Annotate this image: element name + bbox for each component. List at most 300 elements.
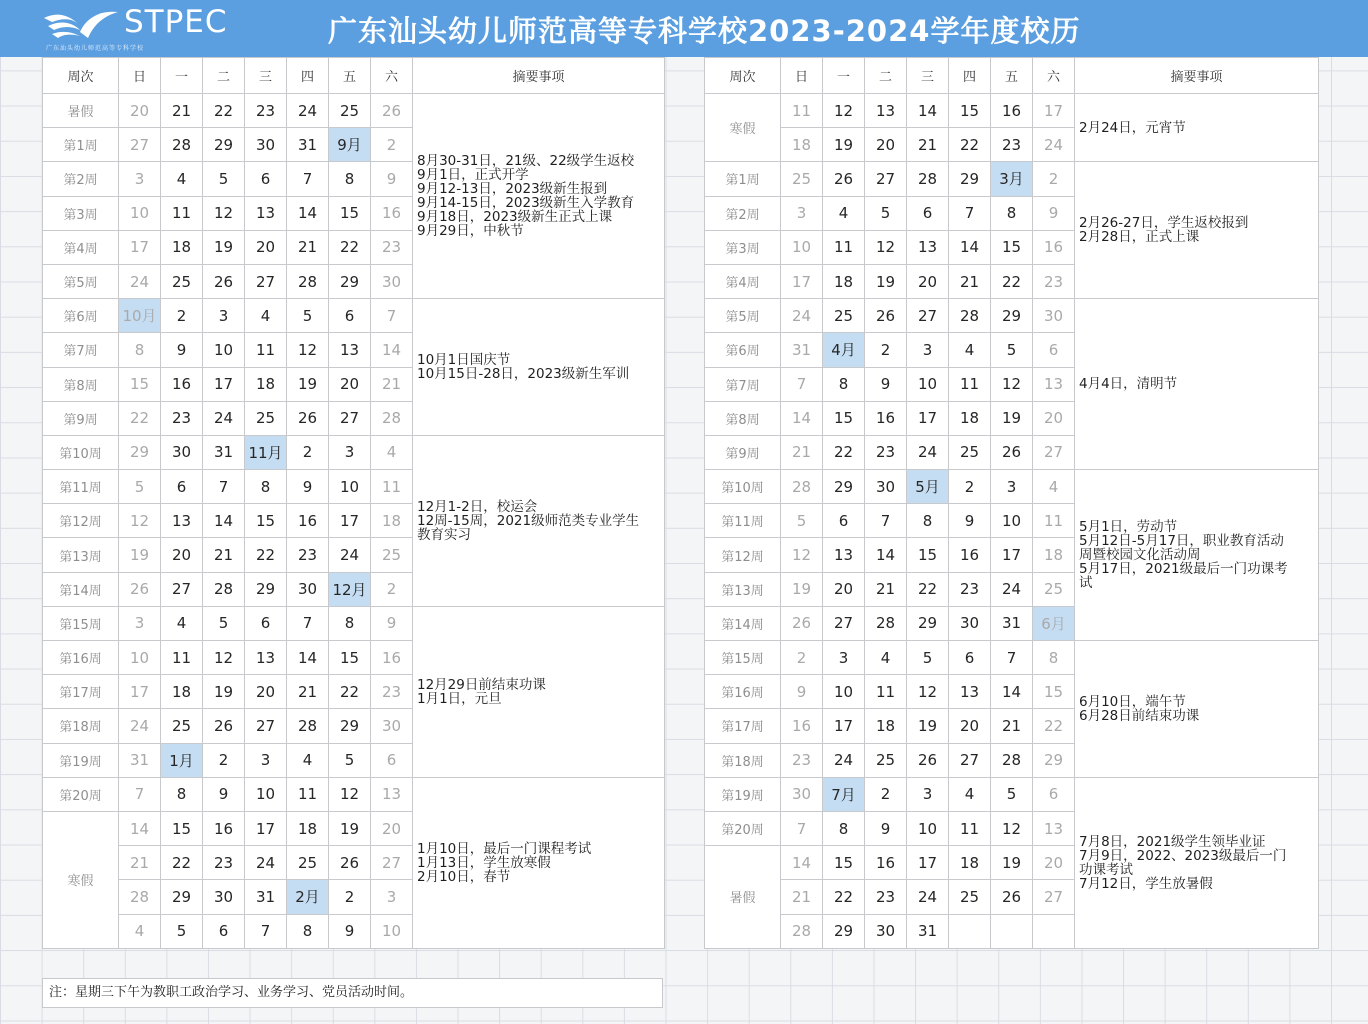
week-label: 第5周 bbox=[705, 299, 781, 333]
day-cell: 5 bbox=[119, 470, 161, 504]
day-cell: 20 bbox=[865, 128, 907, 162]
week-label: 第6周 bbox=[43, 299, 119, 333]
day-cell: 31 bbox=[287, 128, 329, 162]
day-cell: 30 bbox=[245, 128, 287, 162]
day-cell: 30 bbox=[161, 435, 203, 469]
column-header: 四 bbox=[287, 58, 329, 94]
week-label: 第6周 bbox=[705, 333, 781, 367]
day-cell: 24 bbox=[907, 435, 949, 469]
day-cell: 29 bbox=[161, 880, 203, 914]
day-cell: 4 bbox=[823, 196, 865, 230]
day-cell: 24 bbox=[329, 538, 371, 572]
day-cell: 16 bbox=[371, 641, 413, 675]
day-cell: 27 bbox=[329, 401, 371, 435]
day-cell: 14 bbox=[865, 538, 907, 572]
day-cell: 26 bbox=[907, 743, 949, 777]
day-cell: 11 bbox=[781, 94, 823, 128]
event-line: 教育实习 bbox=[417, 526, 471, 543]
day-cell: 22 bbox=[907, 572, 949, 606]
day-cell: 18 bbox=[949, 846, 991, 880]
day-cell: 2 bbox=[781, 641, 823, 675]
day-cell: 2 bbox=[329, 880, 371, 914]
day-cell: 9 bbox=[865, 367, 907, 401]
day-cell: 13 bbox=[865, 94, 907, 128]
week-label: 寒假 bbox=[705, 94, 781, 162]
day-cell: 3 bbox=[245, 743, 287, 777]
day-cell: 31 bbox=[991, 606, 1033, 640]
day-cell: 23 bbox=[287, 538, 329, 572]
day-cell: 12 bbox=[781, 538, 823, 572]
day-cell: 12 bbox=[203, 196, 245, 230]
day-cell: 20 bbox=[371, 811, 413, 845]
column-header: 日 bbox=[119, 58, 161, 94]
day-cell: 6 bbox=[161, 470, 203, 504]
day-cell: 28 bbox=[991, 743, 1033, 777]
week-label: 第19周 bbox=[43, 743, 119, 777]
column-header: 一 bbox=[161, 58, 203, 94]
day-cell: 18 bbox=[371, 504, 413, 538]
day-cell: 24 bbox=[287, 94, 329, 128]
day-cell: 9 bbox=[287, 470, 329, 504]
day-cell: 8 bbox=[287, 914, 329, 948]
week-label: 第12周 bbox=[705, 538, 781, 572]
day-cell: 7 bbox=[991, 641, 1033, 675]
day-cell: 26 bbox=[991, 880, 1033, 914]
day-cell: 10 bbox=[907, 367, 949, 401]
column-header: 一 bbox=[823, 58, 865, 94]
day-cell: 14 bbox=[949, 230, 991, 264]
day-cell: 7 bbox=[287, 162, 329, 196]
event-line: 10月15日-28日，2023级新生军训 bbox=[417, 366, 630, 382]
event-line: 5月17日，2021级最后一门功课考 bbox=[1079, 561, 1288, 578]
day-cell: 29 bbox=[949, 162, 991, 196]
day-cell: 5 bbox=[781, 504, 823, 538]
week-row bbox=[705, 777, 1319, 811]
week-label: 第17周 bbox=[43, 675, 119, 709]
event-line: 9月18日，2023级新生正式上课 bbox=[417, 209, 613, 226]
day-cell: 7 bbox=[203, 470, 245, 504]
day-cell: 4 bbox=[119, 914, 161, 948]
day-cell: 17 bbox=[781, 264, 823, 298]
week-label: 第15周 bbox=[43, 606, 119, 640]
day-cell: 19 bbox=[329, 811, 371, 845]
day-cell: 17 bbox=[907, 401, 949, 435]
day-cell: 5 bbox=[907, 641, 949, 675]
day-cell: 27 bbox=[245, 709, 287, 743]
day-cell: 5 bbox=[203, 162, 245, 196]
day-cell: 30 bbox=[781, 777, 823, 811]
day-cell: 19 bbox=[823, 128, 865, 162]
day-cell: 19 bbox=[865, 264, 907, 298]
day-cell: 29 bbox=[823, 914, 865, 948]
event-line: 5月1日，劳动节 bbox=[1079, 519, 1178, 536]
day-cell: 4 bbox=[161, 162, 203, 196]
day-cell: 4 bbox=[865, 641, 907, 675]
day-cell: 22 bbox=[329, 230, 371, 264]
day-cell: 10 bbox=[119, 641, 161, 675]
day-cell: 29 bbox=[1033, 743, 1075, 777]
day-cell: 12 bbox=[203, 641, 245, 675]
day-cell: 6 bbox=[245, 606, 287, 640]
day-cell: 15 bbox=[907, 538, 949, 572]
day-cell: 5 bbox=[287, 299, 329, 333]
column-header: 周次 bbox=[705, 58, 781, 94]
day-cell: 28 bbox=[287, 709, 329, 743]
day-cell: 3 bbox=[823, 641, 865, 675]
day-cell: 18 bbox=[287, 811, 329, 845]
day-cell: 11 bbox=[949, 367, 991, 401]
event-line: 6月28日前结束功课 bbox=[1079, 707, 1200, 724]
day-cell: 21 bbox=[865, 572, 907, 606]
day-cell: 17 bbox=[203, 367, 245, 401]
week-row bbox=[705, 470, 1319, 504]
day-cell: 28 bbox=[781, 914, 823, 948]
day-cell: 11 bbox=[161, 641, 203, 675]
day-cell: 13 bbox=[823, 538, 865, 572]
day-cell: 20 bbox=[1033, 401, 1075, 435]
day-cell: 29 bbox=[119, 435, 161, 469]
week-row bbox=[705, 299, 1319, 333]
week-label: 第4周 bbox=[43, 230, 119, 264]
day-cell: 17 bbox=[907, 846, 949, 880]
event-notes bbox=[1075, 641, 1319, 778]
day-cell: 22 bbox=[949, 128, 991, 162]
column-header: 六 bbox=[1033, 58, 1075, 94]
day-cell: 26 bbox=[119, 572, 161, 606]
day-cell: 30 bbox=[287, 572, 329, 606]
week-label: 第13周 bbox=[43, 538, 119, 572]
week-label: 第15周 bbox=[705, 641, 781, 675]
day-cell: 22 bbox=[245, 538, 287, 572]
week-label: 暑假 bbox=[43, 94, 119, 128]
day-cell: 25 bbox=[287, 846, 329, 880]
day-cell: 5 bbox=[203, 606, 245, 640]
week-label: 第2周 bbox=[705, 196, 781, 230]
week-row bbox=[43, 606, 665, 640]
week-label: 第2周 bbox=[43, 162, 119, 196]
day-cell: 13 bbox=[329, 333, 371, 367]
day-cell: 19 bbox=[991, 401, 1033, 435]
event-line: 1月10日，最后一门课程考试 bbox=[417, 840, 592, 857]
week-label: 第3周 bbox=[43, 196, 119, 230]
day-cell: 23 bbox=[245, 94, 287, 128]
week-label: 第10周 bbox=[43, 435, 119, 469]
day-cell: 27 bbox=[865, 162, 907, 196]
week-label: 第14周 bbox=[705, 606, 781, 640]
event-notes bbox=[1075, 299, 1319, 470]
day-cell: 11 bbox=[1033, 504, 1075, 538]
event-line: 试 bbox=[1079, 575, 1093, 592]
day-cell: 14 bbox=[781, 401, 823, 435]
event-line: 7月8日，2021级学生领毕业证 bbox=[1079, 833, 1266, 850]
day-cell bbox=[991, 914, 1033, 948]
day-cell: 9 bbox=[781, 675, 823, 709]
column-header: 四 bbox=[949, 58, 991, 94]
event-line: 8月30-31日，21级、22级学生返校 bbox=[417, 153, 635, 170]
day-cell: 4 bbox=[245, 299, 287, 333]
day-cell: 14 bbox=[907, 94, 949, 128]
day-cell: 19 bbox=[781, 572, 823, 606]
day-cell: 23 bbox=[371, 675, 413, 709]
day-cell: 3 bbox=[119, 606, 161, 640]
week-label: 第18周 bbox=[43, 709, 119, 743]
event-line: 9月12-13日，2023级新生报到 bbox=[417, 181, 608, 198]
event-notes bbox=[1075, 777, 1319, 948]
day-cell: 31 bbox=[781, 333, 823, 367]
day-cell: 8 bbox=[1033, 641, 1075, 675]
day-cell: 10 bbox=[245, 777, 287, 811]
day-cell: 23 bbox=[203, 846, 245, 880]
day-cell: 18 bbox=[865, 709, 907, 743]
day-cell: 27 bbox=[119, 128, 161, 162]
day-cell: 21 bbox=[991, 709, 1033, 743]
day-cell: 6月 bbox=[1033, 606, 1075, 640]
day-cell: 27 bbox=[1033, 880, 1075, 914]
day-cell: 9 bbox=[161, 333, 203, 367]
day-cell: 11月 bbox=[245, 435, 287, 469]
event-line: 功课考试 bbox=[1079, 861, 1133, 878]
day-cell: 22 bbox=[329, 675, 371, 709]
day-cell: 21 bbox=[781, 880, 823, 914]
day-cell: 20 bbox=[949, 709, 991, 743]
day-cell: 28 bbox=[949, 299, 991, 333]
week-label: 第1周 bbox=[43, 128, 119, 162]
day-cell: 7 bbox=[781, 811, 823, 845]
day-cell: 26 bbox=[203, 264, 245, 298]
day-cell: 22 bbox=[203, 94, 245, 128]
week-label: 第14周 bbox=[43, 572, 119, 606]
day-cell: 3 bbox=[907, 333, 949, 367]
day-cell: 22 bbox=[823, 880, 865, 914]
day-cell: 4月 bbox=[823, 333, 865, 367]
day-cell: 21 bbox=[371, 367, 413, 401]
day-cell: 2 bbox=[865, 777, 907, 811]
page-title: 广东汕头幼儿师范高等专科学校2023-2024学年度校历 bbox=[328, 14, 1081, 48]
event-notes bbox=[413, 435, 665, 606]
day-cell: 15 bbox=[329, 196, 371, 230]
day-cell: 20 bbox=[245, 230, 287, 264]
day-cell: 23 bbox=[781, 743, 823, 777]
day-cell: 27 bbox=[371, 846, 413, 880]
day-cell: 12月 bbox=[329, 572, 371, 606]
day-cell: 8 bbox=[907, 504, 949, 538]
day-cell: 16 bbox=[781, 709, 823, 743]
day-cell: 18 bbox=[781, 128, 823, 162]
day-cell: 16 bbox=[865, 846, 907, 880]
day-cell: 6 bbox=[371, 743, 413, 777]
day-cell: 23 bbox=[865, 880, 907, 914]
day-cell: 13 bbox=[907, 230, 949, 264]
day-cell: 14 bbox=[287, 196, 329, 230]
event-notes bbox=[1075, 162, 1319, 299]
day-cell: 15 bbox=[119, 367, 161, 401]
day-cell: 9 bbox=[949, 504, 991, 538]
logo-text: STPEC bbox=[124, 4, 228, 40]
day-cell: 9 bbox=[329, 914, 371, 948]
calendar-table-spring bbox=[704, 57, 1319, 949]
week-label: 第3周 bbox=[705, 230, 781, 264]
event-line: 2月26-27日，学生返校报到 bbox=[1079, 215, 1249, 232]
day-cell: 25 bbox=[865, 743, 907, 777]
week-label: 第7周 bbox=[705, 367, 781, 401]
day-cell: 2 bbox=[203, 743, 245, 777]
day-cell: 31 bbox=[907, 914, 949, 948]
column-header: 五 bbox=[991, 58, 1033, 94]
day-cell: 25 bbox=[949, 880, 991, 914]
day-cell: 13 bbox=[1033, 367, 1075, 401]
day-cell: 14 bbox=[991, 675, 1033, 709]
day-cell: 25 bbox=[329, 94, 371, 128]
day-cell: 23 bbox=[865, 435, 907, 469]
week-row bbox=[43, 299, 665, 333]
event-notes bbox=[413, 299, 665, 436]
day-cell: 11 bbox=[287, 777, 329, 811]
day-cell: 15 bbox=[1033, 675, 1075, 709]
day-cell: 29 bbox=[329, 709, 371, 743]
day-cell: 14 bbox=[119, 811, 161, 845]
day-cell: 11 bbox=[371, 470, 413, 504]
day-cell: 26 bbox=[371, 94, 413, 128]
day-cell: 21 bbox=[287, 675, 329, 709]
day-cell: 3 bbox=[991, 470, 1033, 504]
day-cell: 2 bbox=[865, 333, 907, 367]
day-cell: 17 bbox=[329, 504, 371, 538]
day-cell: 11 bbox=[865, 675, 907, 709]
day-cell: 23 bbox=[1033, 264, 1075, 298]
day-cell: 7 bbox=[119, 777, 161, 811]
day-cell: 13 bbox=[245, 641, 287, 675]
day-cell: 5月 bbox=[907, 470, 949, 504]
day-cell: 24 bbox=[203, 401, 245, 435]
day-cell: 26 bbox=[203, 709, 245, 743]
column-header: 三 bbox=[245, 58, 287, 94]
day-cell: 22 bbox=[161, 846, 203, 880]
day-cell: 30 bbox=[865, 914, 907, 948]
day-cell: 9 bbox=[1033, 196, 1075, 230]
day-cell: 3 bbox=[119, 162, 161, 196]
day-cell: 29 bbox=[907, 606, 949, 640]
day-cell: 6 bbox=[1033, 777, 1075, 811]
event-line: 12周-15周，2021级师范类专业学生 bbox=[417, 512, 640, 529]
day-cell: 13 bbox=[371, 777, 413, 811]
day-cell: 8 bbox=[823, 367, 865, 401]
day-cell: 10 bbox=[329, 470, 371, 504]
week-label: 暑假 bbox=[705, 846, 781, 949]
day-cell: 15 bbox=[949, 94, 991, 128]
event-line: 6月10日，端午节 bbox=[1079, 693, 1186, 710]
week-label: 第8周 bbox=[705, 401, 781, 435]
day-cell: 12 bbox=[329, 777, 371, 811]
day-cell: 5 bbox=[991, 777, 1033, 811]
day-cell: 31 bbox=[203, 435, 245, 469]
week-row bbox=[43, 777, 665, 811]
event-notes bbox=[1075, 470, 1319, 641]
day-cell: 8 bbox=[119, 333, 161, 367]
day-cell: 27 bbox=[907, 299, 949, 333]
header-row bbox=[43, 58, 665, 94]
week-label: 第5周 bbox=[43, 264, 119, 298]
day-cell: 29 bbox=[329, 264, 371, 298]
day-cell: 10 bbox=[907, 811, 949, 845]
day-cell: 7 bbox=[781, 367, 823, 401]
day-cell: 16 bbox=[287, 504, 329, 538]
day-cell: 28 bbox=[161, 128, 203, 162]
day-cell: 27 bbox=[245, 264, 287, 298]
week-label: 第9周 bbox=[705, 435, 781, 469]
day-cell: 30 bbox=[865, 470, 907, 504]
day-cell: 16 bbox=[371, 196, 413, 230]
day-cell: 21 bbox=[907, 128, 949, 162]
day-cell: 18 bbox=[1033, 538, 1075, 572]
week-label: 第11周 bbox=[705, 504, 781, 538]
day-cell: 20 bbox=[245, 675, 287, 709]
week-row bbox=[43, 435, 665, 469]
event-line: 10月1日国庆节 bbox=[417, 352, 511, 368]
day-cell: 28 bbox=[781, 470, 823, 504]
day-cell: 30 bbox=[949, 606, 991, 640]
column-header: 周次 bbox=[43, 58, 119, 94]
day-cell: 24 bbox=[1033, 128, 1075, 162]
week-label: 第8周 bbox=[43, 367, 119, 401]
day-cell: 22 bbox=[119, 401, 161, 435]
day-cell: 23 bbox=[161, 401, 203, 435]
week-label: 第12周 bbox=[43, 504, 119, 538]
day-cell: 9 bbox=[203, 777, 245, 811]
week-row bbox=[705, 94, 1319, 128]
day-cell: 2 bbox=[1033, 162, 1075, 196]
column-header: 五 bbox=[329, 58, 371, 94]
event-line: 1月1日，元旦 bbox=[417, 690, 502, 707]
day-cell: 14 bbox=[371, 333, 413, 367]
column-header: 摘要事项 bbox=[413, 58, 665, 94]
event-line: 9月29日，中秋节 bbox=[417, 223, 524, 240]
day-cell: 19 bbox=[119, 538, 161, 572]
day-cell: 28 bbox=[203, 572, 245, 606]
day-cell: 5 bbox=[161, 914, 203, 948]
day-cell: 27 bbox=[823, 606, 865, 640]
day-cell: 7 bbox=[865, 504, 907, 538]
day-cell: 12 bbox=[991, 367, 1033, 401]
event-line: 2月28日，正式上课 bbox=[1079, 229, 1200, 246]
day-cell: 16 bbox=[865, 401, 907, 435]
day-cell: 2 bbox=[371, 128, 413, 162]
week-label: 第9周 bbox=[43, 401, 119, 435]
day-cell: 26 bbox=[287, 401, 329, 435]
day-cell: 9 bbox=[371, 606, 413, 640]
day-cell: 10 bbox=[371, 914, 413, 948]
day-cell: 23 bbox=[371, 230, 413, 264]
day-cell: 6 bbox=[949, 641, 991, 675]
week-label: 第13周 bbox=[705, 572, 781, 606]
week-label: 第18周 bbox=[705, 743, 781, 777]
day-cell: 28 bbox=[287, 264, 329, 298]
day-cell: 9月 bbox=[329, 128, 371, 162]
day-cell: 19 bbox=[203, 230, 245, 264]
day-cell: 7 bbox=[245, 914, 287, 948]
day-cell: 16 bbox=[203, 811, 245, 845]
day-cell: 14 bbox=[781, 846, 823, 880]
week-label: 第10周 bbox=[705, 470, 781, 504]
day-cell: 2 bbox=[949, 470, 991, 504]
day-cell: 13 bbox=[161, 504, 203, 538]
day-cell: 25 bbox=[823, 299, 865, 333]
day-cell: 10 bbox=[203, 333, 245, 367]
day-cell: 15 bbox=[823, 846, 865, 880]
day-cell: 26 bbox=[781, 606, 823, 640]
event-notes bbox=[413, 777, 665, 948]
day-cell: 19 bbox=[287, 367, 329, 401]
day-cell: 17 bbox=[119, 675, 161, 709]
